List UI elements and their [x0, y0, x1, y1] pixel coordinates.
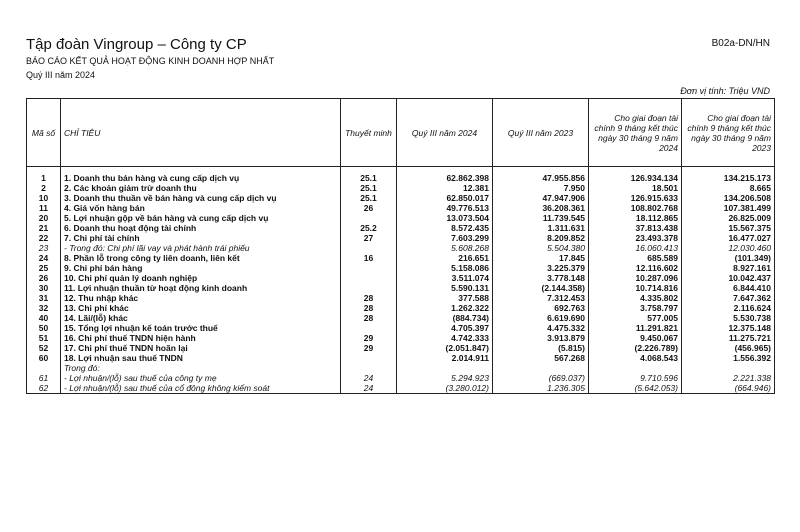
cell-code: 32: [27, 303, 61, 313]
cell-ytd-2023: 6.844.410: [682, 283, 775, 293]
cell-item: 3. Doanh thu thuần về bán hàng và cung cấp dịch vụ: [61, 193, 341, 203]
table-row: [27, 203, 775, 213]
cell-q3-2024: 216.651: [397, 253, 493, 263]
cell-q3-2024: 12.381: [397, 183, 493, 193]
cell-ytd-2023: 10.042.437: [682, 273, 775, 283]
table-row: [27, 263, 775, 273]
cell-q3-2023: 3.778.148: [493, 273, 589, 283]
table-row: [27, 223, 775, 233]
cell-code: 24: [27, 253, 61, 263]
cell-note: 28: [341, 293, 397, 303]
cell-code: 60: [27, 353, 61, 363]
cell-ytd-2024: 4.068.543: [589, 353, 682, 363]
cell-item: 2. Các khoản giảm trừ doanh thu: [61, 183, 341, 193]
cell-q3-2023: [493, 363, 589, 373]
cell-item: 5. Lợi nhuận gộp về bán hàng và cung cấp dịch vụ: [61, 213, 341, 223]
cell-code: 52: [27, 343, 61, 353]
cell-code: 25: [27, 263, 61, 273]
cell-q3-2024: 377.588: [397, 293, 493, 303]
cell-q3-2023: 47.955.856: [493, 173, 589, 183]
table-row: [27, 243, 775, 253]
cell-ytd-2023: 12.030.460: [682, 243, 775, 253]
cell-item: 1. Doanh thu bán hàng và cung cấp dịch vụ: [61, 173, 341, 183]
cell-q3-2024: 13.073.504: [397, 213, 493, 223]
cell-code: [27, 363, 61, 373]
cell-ytd-2023: 5.530.738: [682, 313, 775, 323]
cell-item: 18. Lợi nhuận sau thuế TNDN: [61, 353, 341, 363]
cell-item: 9. Chi phí bán hàng: [61, 263, 341, 273]
cell-q3-2023: 8.209.852: [493, 233, 589, 243]
cell-ytd-2023: 8.665: [682, 183, 775, 193]
cell-q3-2023: 11.739.545: [493, 213, 589, 223]
table-row: [27, 283, 775, 293]
cell-ytd-2024: [589, 363, 682, 373]
cell-ytd-2023: 12.375.148: [682, 323, 775, 333]
cell-note: [341, 353, 397, 363]
cell-ytd-2024: 12.116.602: [589, 263, 682, 273]
cell-note: 28: [341, 313, 397, 323]
cell-q3-2024: 5.294.923: [397, 373, 493, 383]
cell-item: - Lợi nhuận/(lỗ) sau thuế của công ty mẹ: [61, 373, 341, 383]
cell-note: 25.1: [341, 173, 397, 183]
cell-ytd-2024: 10.287.096: [589, 273, 682, 283]
cell-item: 6. Doanh thu hoạt động tài chính: [61, 223, 341, 233]
cell-item: - Lợi nhuận/(lỗ) sau thuế của cổ đông không kiểm soát: [61, 383, 341, 394]
cell-ytd-2024: 685.589: [589, 253, 682, 263]
cell-code: 31: [27, 293, 61, 303]
table-row: [27, 213, 775, 223]
cell-ytd-2024: 126.934.134: [589, 173, 682, 183]
cell-ytd-2023: 11.275.721: [682, 333, 775, 343]
cell-ytd-2024: 126.915.633: [589, 193, 682, 203]
table-row: [27, 183, 775, 193]
cell-code: 51: [27, 333, 61, 343]
cell-item: 17. Chi phí thuế TNDN hoãn lại: [61, 343, 341, 353]
cell-item: 10. Chi phí quản lý doanh nghiệp: [61, 273, 341, 283]
cell-q3-2023: 692.763: [493, 303, 589, 313]
cell-note: [341, 283, 397, 293]
cell-q3-2023: 36.208.361: [493, 203, 589, 213]
header-code: Mã số: [27, 99, 61, 167]
cell-code: 40: [27, 313, 61, 323]
cell-code: 62: [27, 383, 61, 394]
cell-q3-2024: 3.511.074: [397, 273, 493, 283]
company-name: Tập đoàn Vingroup – Công ty CP: [26, 36, 247, 53]
cell-q3-2023: (5.815): [493, 343, 589, 353]
cell-q3-2023: (669.037): [493, 373, 589, 383]
cell-ytd-2023: 26.825.009: [682, 213, 775, 223]
cell-note: [341, 243, 397, 253]
cell-ytd-2024: 4.335.802: [589, 293, 682, 303]
table-row: [27, 173, 775, 183]
cell-q3-2024: 4.742.333: [397, 333, 493, 343]
cell-q3-2024: 8.572.435: [397, 223, 493, 233]
cell-ytd-2024: 23.493.378: [589, 233, 682, 243]
table-row: [27, 383, 775, 394]
header-note: Thuyết minh: [341, 99, 397, 167]
cell-item: 7. Chi phí tài chính: [61, 233, 341, 243]
table-row: [27, 193, 775, 203]
cell-q3-2024: 4.705.397: [397, 323, 493, 333]
header-ytd-2024: Cho giai đoạn tài chính 9 tháng kết thúc ngày 30 tháng 9 năm 2024: [589, 99, 682, 167]
cell-note: 26: [341, 203, 397, 213]
cell-code: 23: [27, 243, 61, 253]
form-code: B02a-DN/HN: [711, 38, 770, 49]
cell-code: 26: [27, 273, 61, 283]
cell-q3-2024: 5.158.086: [397, 263, 493, 273]
cell-q3-2024: (3.280.012): [397, 383, 493, 394]
cell-ytd-2023: 8.927.161: [682, 263, 775, 273]
income-statement-table: [26, 98, 775, 394]
cell-code: 11: [27, 203, 61, 213]
table-row: [27, 313, 775, 323]
cell-q3-2024: 5.590.131: [397, 283, 493, 293]
cell-ytd-2024: (5.642.053): [589, 383, 682, 394]
cell-q3-2024: 7.603.299: [397, 233, 493, 243]
table-row: [27, 293, 775, 303]
cell-q3-2023: 3.913.879: [493, 333, 589, 343]
cell-item: 13. Chi phí khác: [61, 303, 341, 313]
cell-code: 2: [27, 183, 61, 193]
report-period: Quý III năm 2024: [26, 70, 96, 80]
table-row: [27, 303, 775, 313]
table-body: [27, 167, 775, 394]
cell-ytd-2023: 107.381.499: [682, 203, 775, 213]
cell-note: 29: [341, 333, 397, 343]
cell-ytd-2023: (101.349): [682, 253, 775, 263]
cell-ytd-2024: 9.450.067: [589, 333, 682, 343]
cell-q3-2024: 62.862.398: [397, 173, 493, 183]
cell-ytd-2024: 3.758.797: [589, 303, 682, 313]
cell-q3-2023: 5.504.380: [493, 243, 589, 253]
cell-q3-2023: 7.950: [493, 183, 589, 193]
cell-item: 8. Phần lỗ trong công ty liên doanh, liên kết: [61, 253, 341, 263]
cell-note: 25.1: [341, 183, 397, 193]
cell-ytd-2023: (664.946): [682, 383, 775, 394]
cell-note: 29: [341, 343, 397, 353]
cell-q3-2024: [397, 363, 493, 373]
cell-q3-2023: 567.268: [493, 353, 589, 363]
cell-ytd-2024: 18.501: [589, 183, 682, 193]
cell-item: 4. Giá vốn hàng bán: [61, 203, 341, 213]
cell-item: Trong đó:: [61, 363, 341, 373]
report-title: BÁO CÁO KẾT QUẢ HOẠT ĐỘNG KINH DOANH HỢP NHẤT: [26, 56, 275, 66]
header-q3-2023: Quý III năm 2023: [493, 99, 589, 167]
header-item: CHỈ TIÊU: [61, 99, 341, 167]
cell-ytd-2023: (456.965): [682, 343, 775, 353]
cell-code: 61: [27, 373, 61, 383]
cell-q3-2024: 1.262.322: [397, 303, 493, 313]
cell-ytd-2023: 1.556.392: [682, 353, 775, 363]
cell-item: 12. Thu nhập khác: [61, 293, 341, 303]
cell-note: 28: [341, 303, 397, 313]
cell-note: 24: [341, 373, 397, 383]
cell-code: 30: [27, 283, 61, 293]
cell-q3-2023: 47.947.906: [493, 193, 589, 203]
cell-item: 16. Chi phí thuế TNDN hiện hành: [61, 333, 341, 343]
cell-ytd-2024: (2.226.789): [589, 343, 682, 353]
table-row: [27, 363, 775, 373]
cell-note: 25.1: [341, 193, 397, 203]
cell-ytd-2024: 108.802.768: [589, 203, 682, 213]
cell-q3-2023: 17.845: [493, 253, 589, 263]
cell-q3-2024: 49.776.513: [397, 203, 493, 213]
table-row: [27, 323, 775, 333]
cell-ytd-2023: 2.221.338: [682, 373, 775, 383]
cell-note: [341, 213, 397, 223]
cell-ytd-2024: 9.710.596: [589, 373, 682, 383]
table-row: [27, 273, 775, 283]
cell-item: 11. Lợi nhuận thuần từ hoạt động kinh doanh: [61, 283, 341, 293]
table-row: [27, 343, 775, 353]
cell-code: 21: [27, 223, 61, 233]
table-header-row: [27, 99, 775, 167]
cell-ytd-2024: 16.060.413: [589, 243, 682, 253]
cell-q3-2023: 6.619.690: [493, 313, 589, 323]
table-row: [27, 333, 775, 343]
cell-q3-2023: 1.311.631: [493, 223, 589, 233]
cell-code: 1: [27, 173, 61, 183]
cell-code: 50: [27, 323, 61, 333]
cell-q3-2023: 1.236.305: [493, 383, 589, 394]
cell-item: 14. Lãi/(lỗ) khác: [61, 313, 341, 323]
cell-q3-2024: 2.014.911: [397, 353, 493, 363]
cell-ytd-2023: 16.477.027: [682, 233, 775, 243]
cell-q3-2024: (2.051.847): [397, 343, 493, 353]
cell-ytd-2023: 15.567.375: [682, 223, 775, 233]
cell-note: [341, 273, 397, 283]
cell-code: 10: [27, 193, 61, 203]
header-ytd-2023: Cho giai đoạn tài chính 9 tháng kết thúc ngày 30 tháng 9 năm 2023: [682, 99, 775, 167]
table-row: [27, 233, 775, 243]
cell-note: [341, 263, 397, 273]
cell-ytd-2024: 11.291.821: [589, 323, 682, 333]
cell-ytd-2023: 2.116.624: [682, 303, 775, 313]
cell-code: 20: [27, 213, 61, 223]
cell-ytd-2024: 37.813.438: [589, 223, 682, 233]
cell-q3-2024: 5.608.268: [397, 243, 493, 253]
currency-unit: Đơn vị tính: Triệu VND: [680, 86, 770, 96]
table-row: [27, 373, 775, 383]
cell-ytd-2023: 7.647.362: [682, 293, 775, 303]
cell-ytd-2023: 134.215.173: [682, 173, 775, 183]
cell-ytd-2023: [682, 363, 775, 373]
cell-ytd-2024: 10.714.816: [589, 283, 682, 293]
cell-note: 27: [341, 233, 397, 243]
cell-note: [341, 363, 397, 373]
cell-item: - Trong đó: Chi phí lãi vay và phát hành trái phiếu: [61, 243, 341, 253]
cell-code: 22: [27, 233, 61, 243]
cell-q3-2024: (884.734): [397, 313, 493, 323]
header-q3-2024: Quý III năm 2024: [397, 99, 493, 167]
cell-q3-2023: 4.475.332: [493, 323, 589, 333]
cell-q3-2023: 3.225.379: [493, 263, 589, 273]
cell-ytd-2023: 134.206.508: [682, 193, 775, 203]
cell-note: 16: [341, 253, 397, 263]
table-row: [27, 353, 775, 363]
cell-q3-2023: 7.312.453: [493, 293, 589, 303]
cell-item: 15. Tổng lợi nhuận kế toán trước thuế: [61, 323, 341, 333]
cell-note: [341, 323, 397, 333]
cell-note: 25.2: [341, 223, 397, 233]
cell-note: 24: [341, 383, 397, 394]
cell-ytd-2024: 577.005: [589, 313, 682, 323]
table-row: [27, 253, 775, 263]
cell-ytd-2024: 18.112.865: [589, 213, 682, 223]
cell-q3-2023: (2.144.358): [493, 283, 589, 293]
cell-q3-2024: 62.850.017: [397, 193, 493, 203]
